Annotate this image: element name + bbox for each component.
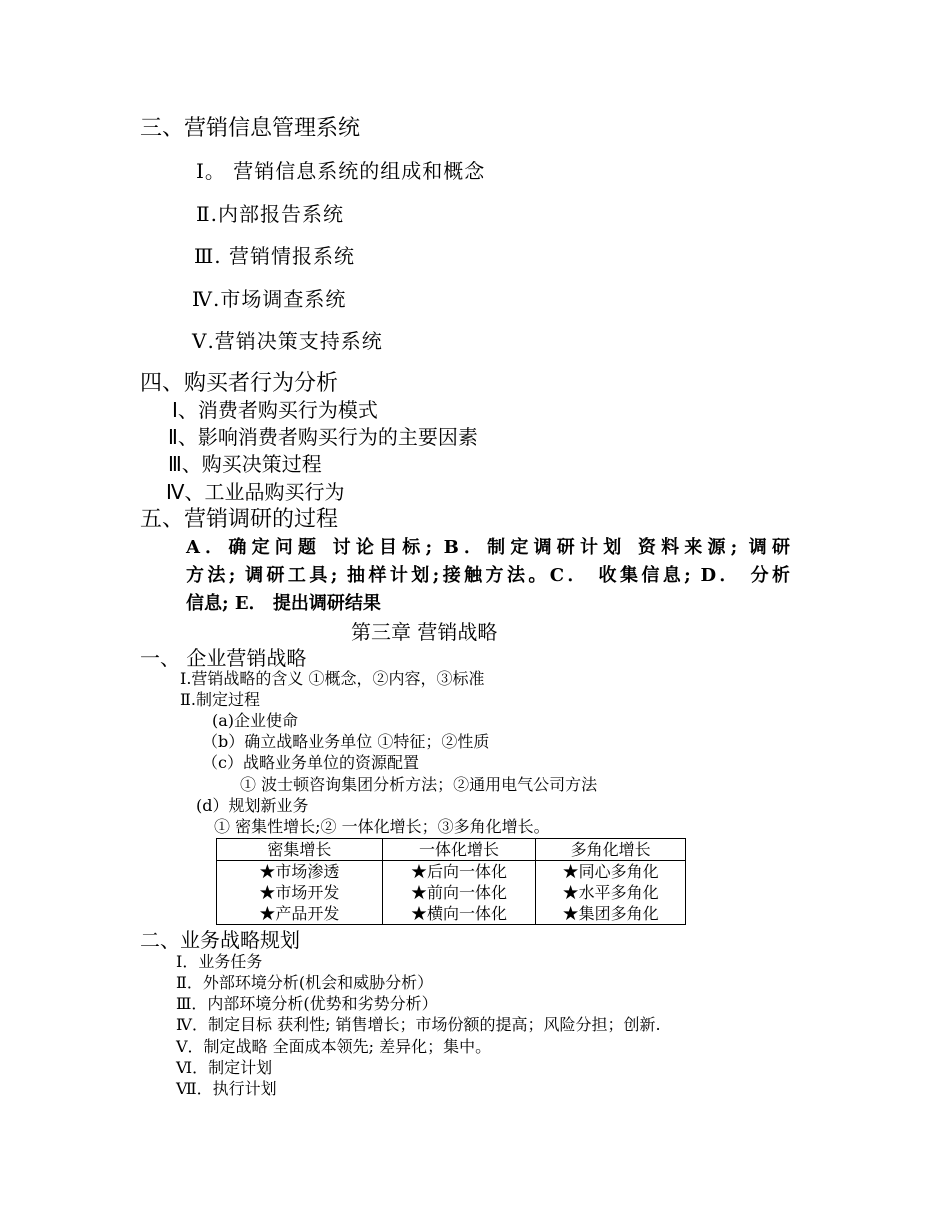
table-cell-item: ★后向一体化 xyxy=(410,862,507,881)
ch3-section-2-title: 二、业务战略规划 xyxy=(140,928,300,952)
table-cell-item: ★产品开发 xyxy=(259,904,340,923)
section-4-item-1: Ⅰ、消费者购买行为模式 xyxy=(172,398,378,422)
section-4-item-3: Ⅲ、购买决策过程 xyxy=(168,452,322,476)
section-5-para-line-3: 信息; E． 提出调研结果 xyxy=(186,593,381,614)
ch3-s2-item-4: Ⅳ．制定目标 获利性; 销售增长；市场份额的提高；风险分担；创新. xyxy=(176,1015,661,1034)
table-header-cell: 一体化增长 xyxy=(382,839,536,861)
ch3-s1-c: （c）战略业务单位的资源配置 xyxy=(202,753,419,772)
section-5-title: 五、营销调研的过程 xyxy=(140,507,339,532)
ch3-s2-item-3: Ⅲ．内部环境分析(优势和劣势分析） xyxy=(176,994,438,1013)
table-cell-item: ★前向一体化 xyxy=(410,883,507,902)
ch3-s1-d: (d）规划新业务 xyxy=(196,796,309,815)
section-4-title: 四、购买者行为分析 xyxy=(140,371,339,396)
ch3-s2-item-7: Ⅶ．执行计划 xyxy=(176,1079,277,1098)
table-cell-item: ★市场开发 xyxy=(259,883,340,902)
ch3-s1-line-2: Ⅱ.制定过程 xyxy=(180,690,260,709)
ch3-s2-item-2: Ⅱ．外部环境分析(机会和威胁分析） xyxy=(176,973,434,992)
section-3-item-5: Ⅴ.营销决策支持系统 xyxy=(192,329,383,353)
ch3-s1-b: （b）确立战略业务单位 ①特征；②性质 xyxy=(202,732,490,751)
ch3-s2-item-6: Ⅵ．制定计划 xyxy=(176,1058,273,1077)
table-header-cell: 密集增长 xyxy=(217,839,383,861)
table-cell-item: ★同心多角化 xyxy=(562,862,659,881)
ch3-section-1-title: 一、 企业营销战略 xyxy=(140,646,307,670)
section-3-item-1: Ⅰ。 营销信息系统的组成和概念 xyxy=(196,159,486,183)
section-5-para-line-1: A．确定问题 讨论目标; B．制定调研计划 资料来源; 调研 xyxy=(186,537,790,558)
ch3-s1-a: (a)企业使命 xyxy=(212,711,299,730)
ch3-s1-d1: ① 密集性增长;② 一体化增长；③多角化增长。 xyxy=(214,817,550,836)
chapter-title: 第三章 营销战略 xyxy=(351,620,498,644)
section-3-item-2: Ⅱ.内部报告系统 xyxy=(196,202,344,226)
table-cell xyxy=(536,861,686,925)
table-cell xyxy=(382,861,536,925)
section-4-item-4: Ⅳ、工业品购买行为 xyxy=(166,480,345,504)
section-3-item-3: Ⅲ. 营销情报系统 xyxy=(194,244,356,268)
table-header-row xyxy=(217,839,686,861)
table-cell-item: ★横向一体化 xyxy=(410,904,507,923)
growth-strategy-table xyxy=(216,838,686,925)
table-cell-item: ★集团多角化 xyxy=(562,904,659,923)
ch3-s1-line-1: Ⅰ.营销战略的含义 ①概念，②内容，③标准 xyxy=(180,669,485,688)
table-row xyxy=(217,861,686,925)
ch3-s2-item-1: Ⅰ．业务任务 xyxy=(176,952,263,971)
section-3-title: 三、营销信息管理系统 xyxy=(140,116,361,141)
section-4-item-2: Ⅱ、影响消费者购买行为的主要因素 xyxy=(168,425,478,449)
section-3-item-4: Ⅳ.市场调查系统 xyxy=(192,287,347,311)
table-cell xyxy=(217,861,383,925)
table-cell-item: ★市场渗透 xyxy=(259,862,340,881)
table-header-cell: 多角化增长 xyxy=(536,839,686,861)
table-cell-item: ★水平多角化 xyxy=(562,883,659,902)
ch3-s1-c1: ① 波士顿咨询集团分析方法；②通用电气公司方法 xyxy=(240,775,598,794)
ch3-s2-item-5: Ⅴ．制定战略 全面成本领先; 差异化；集中。 xyxy=(176,1037,492,1056)
section-5-para-line-2: 方法; 调研工具; 抽样计划;接触方法。C． 收集信息; D． 分析 xyxy=(186,565,790,586)
